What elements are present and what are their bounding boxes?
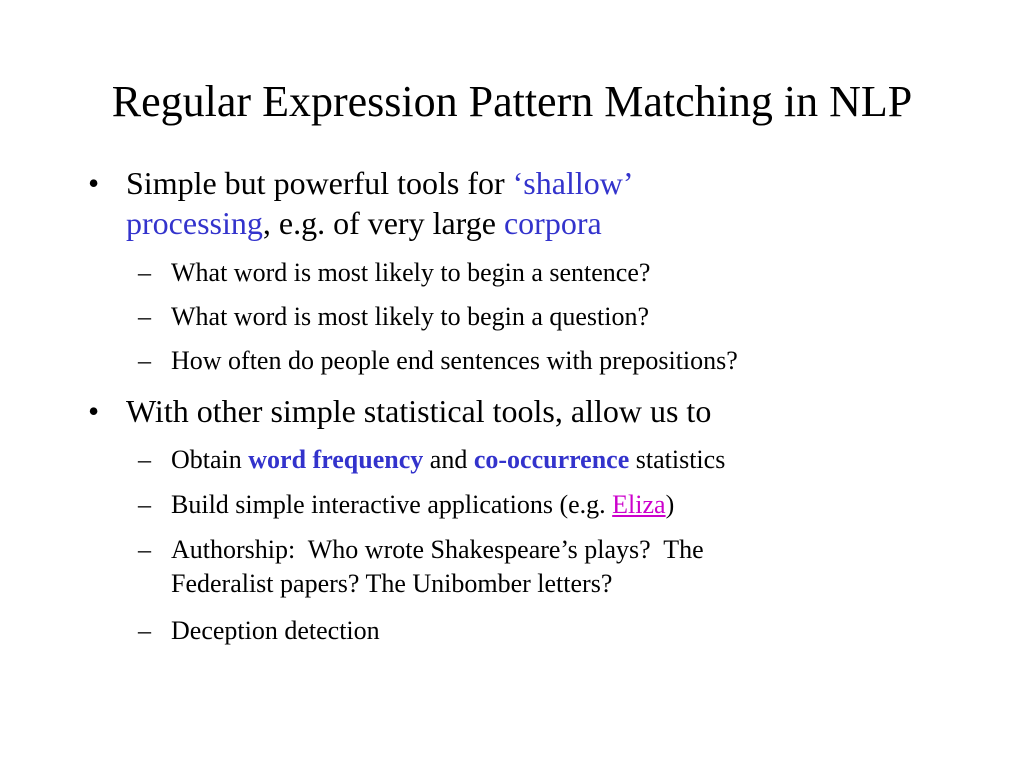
text-segment: Build simple interactive applications (e.g.: [171, 490, 613, 519]
eliza-link[interactable]: Eliza: [612, 490, 666, 519]
bullet-line: [126, 163, 926, 203]
slide-title: Regular Expression Pattern Matching in NLP: [111, 77, 913, 126]
dash-icon: –: [138, 616, 151, 645]
sub-bullet-text: [171, 488, 931, 522]
sub-bullet-line: Authorship: Who wrote Shakespeare’s plays? The: [171, 535, 704, 564]
sub-bullet-text: [171, 533, 931, 601]
highlight-co-occurrence: co-occurrence: [473, 445, 630, 474]
bullet-icon: •: [88, 165, 100, 201]
text-segment: ): [665, 490, 675, 519]
text-segment: Obtain: [171, 445, 249, 474]
dash-icon: –: [138, 302, 151, 331]
bullet-text: With other simple statistical tools, allow us to: [126, 393, 712, 429]
dash-icon: –: [138, 346, 151, 375]
sub-bullet-line: Federalist papers? The Unibomber letters?: [171, 569, 613, 598]
text-segment: statistics: [629, 445, 726, 474]
text-segment: and: [423, 445, 474, 474]
dash-icon: –: [138, 258, 151, 287]
highlight-processing: processing: [126, 205, 263, 241]
bullet-text: [126, 163, 926, 243]
dash-icon: –: [138, 490, 151, 519]
highlight-corpora: corpora: [503, 205, 602, 241]
dash-icon: –: [138, 445, 151, 474]
sub-bullet-text: How often do people end sentences with prepositions?: [171, 346, 738, 375]
bullet-text-segment: Simple but powerful tools for: [126, 165, 513, 201]
highlight-word-frequency: word frequency: [248, 445, 424, 474]
bullet-line: [126, 203, 926, 243]
sub-bullet-text: What word is most likely to begin a sentence?: [171, 258, 651, 287]
bullet-icon: •: [88, 393, 100, 429]
highlight-shallow: ‘shallow’: [512, 165, 634, 201]
dash-icon: –: [138, 535, 151, 564]
bullet-text-segment: , e.g. of very large: [262, 205, 504, 241]
sub-bullet-text: What word is most likely to begin a question?: [171, 302, 650, 331]
sub-bullet-text: Deception detection: [171, 616, 380, 645]
sub-bullet-text: [171, 443, 931, 477]
